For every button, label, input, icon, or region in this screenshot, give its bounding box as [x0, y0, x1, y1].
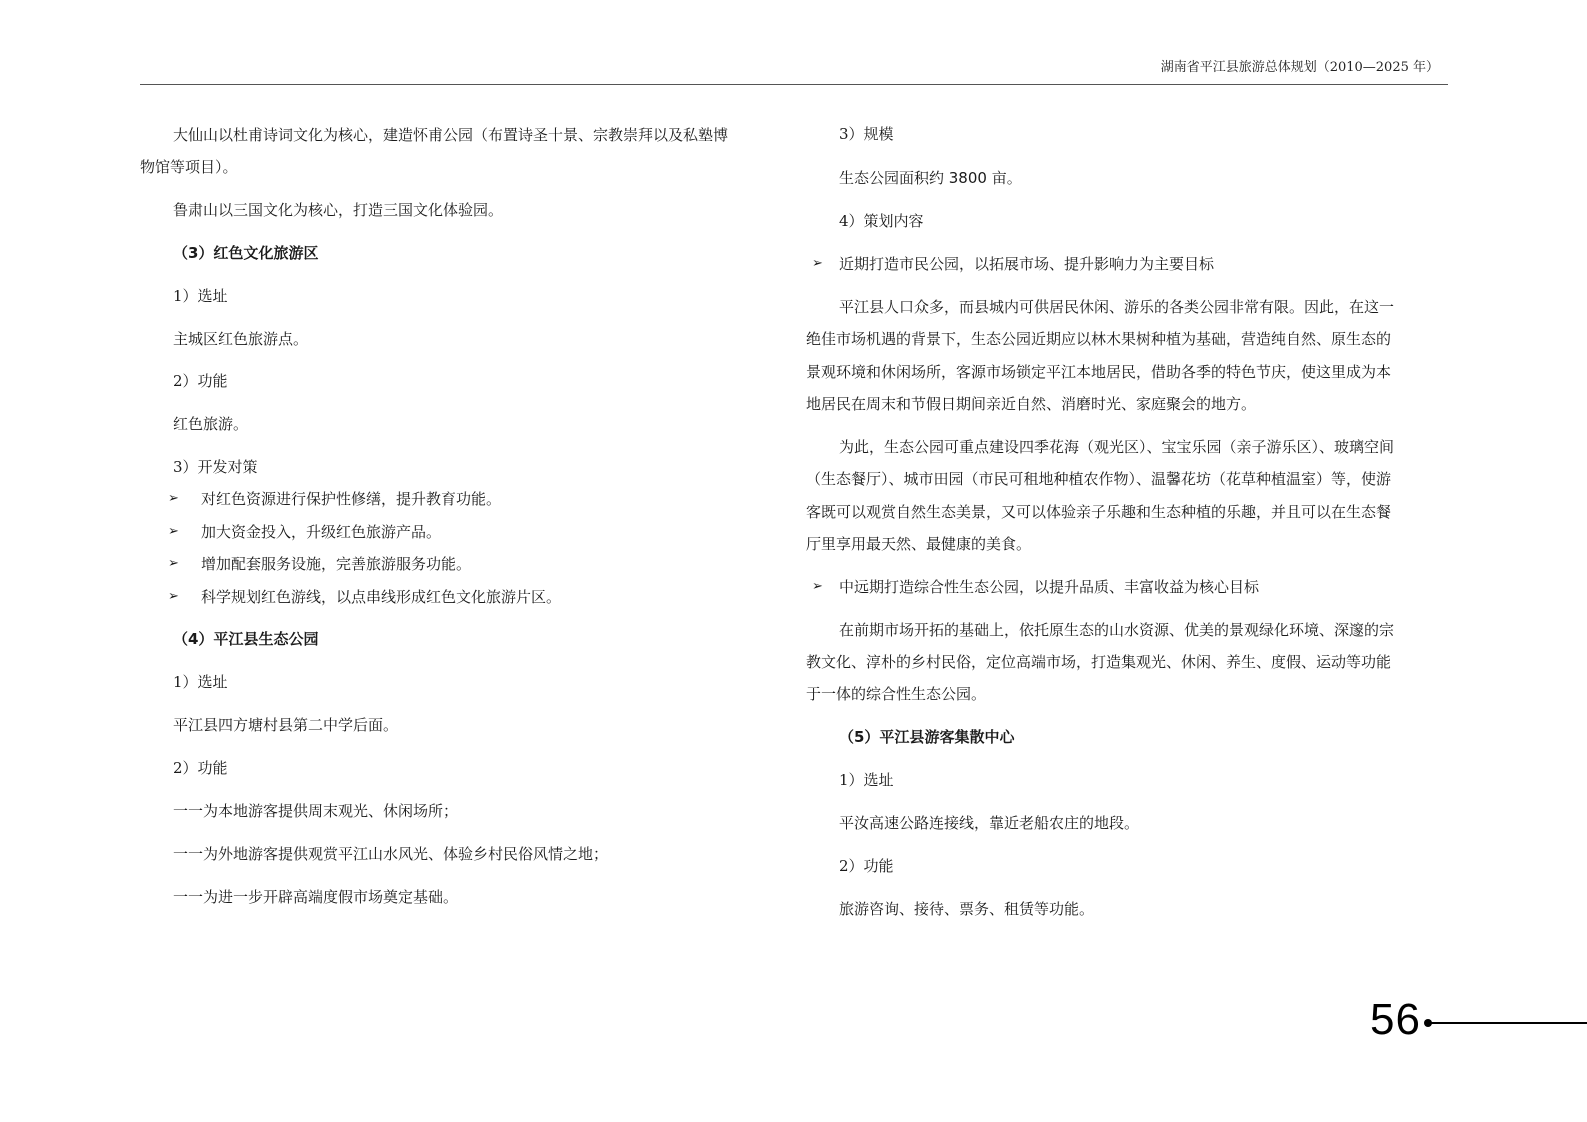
- list-item: 科学规划红色游线，以点串线形成红色文化旅游片区。: [201, 588, 562, 606]
- page-number: 56: [1370, 995, 1421, 1044]
- list-item: 一一为本地游客提供周末观光、休闲场所；: [173, 802, 459, 820]
- sub-label: 3）规模: [839, 125, 894, 143]
- paragraph-line: 大仙山以杜甫诗词文化为核心，建造怀甫公园（布置诗圣十景、宗教崇拜以及私塾博: [173, 126, 729, 144]
- paragraph: 鲁肃山以三国文化为核心，打造三国文化体验园。: [173, 201, 504, 219]
- sub-label: 2）功能: [173, 759, 228, 777]
- sub-label: 3）开发对策: [173, 458, 258, 476]
- paragraph: 红色旅游。: [173, 415, 249, 433]
- paragraph-line: 客既可以观赏自然生态美景，又可以体验亲子乐趣和生态种植的乐趣，并且可以在生态餐: [806, 503, 1392, 521]
- bullet-marker: ➢: [168, 491, 179, 506]
- sub-label: 2）功能: [839, 857, 894, 875]
- paragraph-line: 物馆等项目）。: [140, 158, 238, 176]
- sub-label: 1）选址: [173, 673, 228, 691]
- paragraph-line: 景观环境和休闲场所，客源市场锁定平江本地居民，借助各季的特色节庆，使这里成为本: [806, 363, 1392, 381]
- paragraph: 生态公园面积约 3800 亩。: [839, 169, 1022, 187]
- paragraph-line: 平江县人口众多，而县城内可供居民休闲、游乐的各类公园非常有限。因此，在这一: [839, 298, 1395, 316]
- bullet-marker: ➢: [812, 579, 823, 594]
- list-item: 增加配套服务设施，完善旅游服务功能。: [201, 555, 472, 573]
- section-heading: （5）平江县游客集散中心: [839, 728, 1015, 746]
- sub-label: 1）选址: [839, 771, 894, 789]
- paragraph-line: 地居民在周末和节假日期间亲近自然、消磨时光、家庭聚会的地方。: [806, 395, 1257, 413]
- page-number-rule: [1428, 1022, 1587, 1024]
- paragraph: 旅游咨询、接待、票务、租赁等功能。: [839, 900, 1095, 918]
- bullet-marker: ➢: [168, 556, 179, 571]
- running-header: 湖南省平江县旅游总体规划（2010—2025 年）: [1160, 60, 1439, 75]
- paragraph-line: 厅里享用最天然、最健康的美食。: [806, 535, 1032, 553]
- section-heading: （4）平江县生态公园: [173, 630, 319, 648]
- bullet-heading: 中远期打造综合性生态公园，以提升品质、丰富收益为核心目标: [839, 578, 1260, 596]
- sub-label: 4）策划内容: [839, 212, 924, 230]
- paragraph: 平汝高速公路连接线，靠近老船农庄的地段。: [839, 814, 1140, 832]
- paragraph-line: 教文化、淳朴的乡村民俗，定位高端市场，打造集观光、休闲、养生、度假、运动等功能: [806, 653, 1392, 671]
- list-item: 对红色资源进行保护性修缮，提升教育功能。: [201, 490, 502, 508]
- bullet-heading: 近期打造市民公园，以拓展市场、提升影响力为主要目标: [839, 255, 1215, 273]
- paragraph-line: 于一体的综合性生态公园。: [806, 685, 987, 703]
- list-item: 一一为进一步开辟高端度假市场奠定基础。: [173, 888, 459, 906]
- paragraph-line: 在前期市场开拓的基础上，依托原生态的山水资源、优美的景观绿化环境、深邃的宗: [839, 621, 1395, 639]
- paragraph: 平江县四方塘村县第二中学后面。: [173, 716, 399, 734]
- section-heading: （3）红色文化旅游区: [173, 244, 319, 262]
- paragraph-line: （生态餐厅）、城市田园（市民可租地种植农作物）、温馨花坊（花草种植温室）等，使游: [806, 470, 1392, 488]
- sub-label: 1）选址: [173, 287, 228, 305]
- bullet-marker: ➢: [812, 256, 823, 271]
- list-item: 一一为外地游客提供观赏平江山水风光、体验乡村民俗风情之地；: [173, 845, 609, 863]
- bullet-marker: ➢: [168, 524, 179, 539]
- header-divider: [140, 84, 1448, 85]
- list-item: 加大资金投入，升级红色旅游产品。: [201, 523, 442, 541]
- paragraph-line: 绝佳市场机遇的背景下，生态公园近期应以林木果树种植为基础，营造纯自然、原生态的: [806, 330, 1392, 348]
- sub-label: 2）功能: [173, 372, 228, 390]
- paragraph: 主城区红色旅游点。: [173, 330, 309, 348]
- bullet-marker: ➢: [168, 589, 179, 604]
- paragraph-line: 为此，生态公园可重点建设四季花海（观光区）、宝宝乐园（亲子游乐区）、玻璃空间: [839, 438, 1395, 456]
